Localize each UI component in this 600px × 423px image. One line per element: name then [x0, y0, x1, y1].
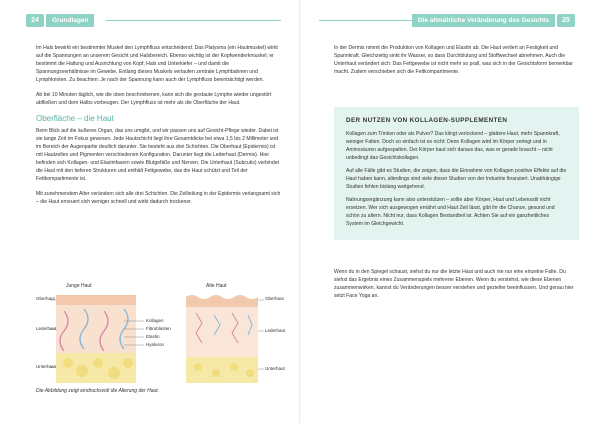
left-page-header — [26, 14, 281, 27]
layer-label-epidermis-right: Oberhaut — [265, 296, 284, 301]
callout-title: DER NUTZEN VON KOLLAGEN-SUPPLEMENTEN — [346, 117, 508, 124]
label-elastin: Elastin — [146, 334, 160, 339]
left-page-body — [36, 44, 282, 213]
label-collagen: Kollagen — [146, 318, 164, 323]
figure-caption: Die Abbildung zeigt eindrucksvoll die Alterung der Haut. — [36, 388, 160, 394]
header-rule — [106, 20, 281, 21]
layer-label-subcutis-right: Unterhaut — [265, 366, 285, 371]
left-page-number: 24 — [26, 14, 44, 27]
right-page-closing — [334, 268, 579, 300]
label-hyaluron: Hyaluron — [146, 342, 165, 347]
label-fibroblasts: Fibroblasten — [146, 326, 171, 331]
skin-cross-section-graphic — [36, 291, 282, 389]
page-gutter — [299, 0, 301, 423]
young-skin-block — [56, 295, 136, 383]
callout-paragraph: Kollagen zum Trinken oder als Pulver? Das klingt verlockend – glattere Haut, mehr Spannkraft, weniger Falten. Doch so einfach ist es nicht: Denn Kollagen wird im Körper zerlegt und in Aminosäuren aufgespalten. Der Körper baut sich daraus das, was er gerade braucht – nicht unbedingt das Gesichtskollagen. — [346, 131, 560, 161]
layer-label-dermis-left: Lederhaut — [36, 326, 57, 331]
right-page-number: 25 — [557, 14, 575, 27]
layer-label-epidermis-left: Oberhaut — [36, 296, 55, 301]
body-paragraph: Ab bei 10 Minuten täglich, wie die oben beschriebenen, kann sich die gestaute Lymphe wieder ungestört abfließen und dem Halbs vorbeugen. Der Lymphfluss ist mehr als die Oberfläche der Haut. — [36, 92, 272, 106]
body-paragraph: In der Dermis nimmt die Produktion von Kollagen und Elastin ab. Die Haut verliert an Festigkeit und Spannkraft. Gleichzeitig sinkt ihr Wasser, so dass Durchblutung und Stoffwechsel abnehmen. Auch die Unterhaut verändert sich: Das Fettgewebe ist nicht mehr so prall, was sich in der Gesichtsform bemerkbar macht. Zudem verschieben sich die Fettkompartimente. — [334, 45, 573, 75]
right-page-intro — [334, 44, 579, 83]
collagen-callout-box — [334, 107, 579, 240]
section-heading: Oberfläche – die Haut — [36, 114, 114, 123]
body-paragraph: Im Hals bewirkt ein bestimmter Muskel den Lymphfluss entscheidend. Das Platysma (ein Hautmuskel) wirkt auf die Spannungen an unserem Gesicht und Halsbereich. Ebenso wichtig ist der Kopfwenderkmuskel; er bestimmt die Haltung und Ausrichtung von Kopf, Hals und Unterkiefer – und damit die Spannungsverhältnisse im Gewebe. Entlang dieses Muskels verlaufen zentrale Lymphbahnen und Lymphknoten. Zu beachten: Je nach der Spannung kann auch der Lymphfluss beeinträchtigt werden. — [36, 45, 278, 83]
layer-label-dermis-right: Lederhaut — [265, 328, 286, 333]
young-skin-label: Junge Haut — [66, 283, 92, 289]
body-paragraph: Beim Blick auf die äußeres Organ, das uns umgibt, und wir passen uns auf Gesicht-Pflege wieder. Dabei ist sie lange Zeit im Fokus gewesen. Jede Hautschicht liegt ihre Gesamtdicke bei etwa 1,5 bis 2 Millimeter und im Bereich der Augenpartie deutlich darunter. Sie besteht aus drei Schichten. Die Oberhaut (Epidermis) ist mit Hautzellen und Pigmenten verschiedenen Konfiguration. Darunter liegt die Lederhaut (Dermis). Hier befinden sich Kollagen- und Elastinfasern sowie Blutgefäße und Nerven. Die Unterhaut (Subcutis) verbindet die Haut mit den tieferen Strukturen und enthält Fettgewebe, das die Haut schützt und Teil der Fettkompartimente ist. — [36, 128, 279, 182]
callout-paragraph: Auf alle Fälle gibt es Studien, die zeigen, dass die Einnahme von Kollagen positive Effekte auf die Haut haben kann, allerdings sind viele dieser Studien von der Industrie finanziert. Unabhängige Studien fehlen bislang weitgehend. — [346, 168, 567, 190]
right-page-header — [319, 14, 575, 27]
body-paragraph: Wenn du in den Spiegel schaust, siehst du nur die letzte Haut und auch nie nur eine einzelne Falte. Du siehst das Ergebnis eines Zusammenspiels mehrerer Ebenen. Wenn du verstehst, wie diese Ebenen zusammenwirken, kannst du Veränderungen besser verstehen und gezielter beeinflussen. Und genau hier setzt Face Yoga an. — [334, 269, 574, 299]
old-skin-block — [186, 295, 258, 383]
skin-illustration — [36, 281, 286, 391]
callout-paragraph: Nahrungsergänzung kann also unterstützen – sollte aber Körper, Haut und Lebensstil nicht ersetzen. Wer sich ausgewogen ernährt und Haut Zeit lässt, gibt ihr die Chance, gesund und schön zu altern. Nicht nur, dass Kollagen Bestandteil ist. Achten Sie auf ein ganzheitliches System im Gleichgewicht. — [346, 197, 555, 227]
body-paragraph: Mit zunehmendem Alter verändern sich alle drei Schichten. Die Zellteilung in der Epidermis verlangsamt sich – die Haut erneuert sich weniger schnell und wirkt dadurch trockener. — [36, 191, 281, 205]
old-skin-label: Alte Haut — [206, 283, 227, 289]
layer-label-subcutis-left: Unterhaut — [36, 364, 56, 369]
left-running-title: Grundlagen — [46, 14, 94, 27]
right-running-title: Die allmähliche Veränderung des Gesichts — [412, 14, 555, 27]
